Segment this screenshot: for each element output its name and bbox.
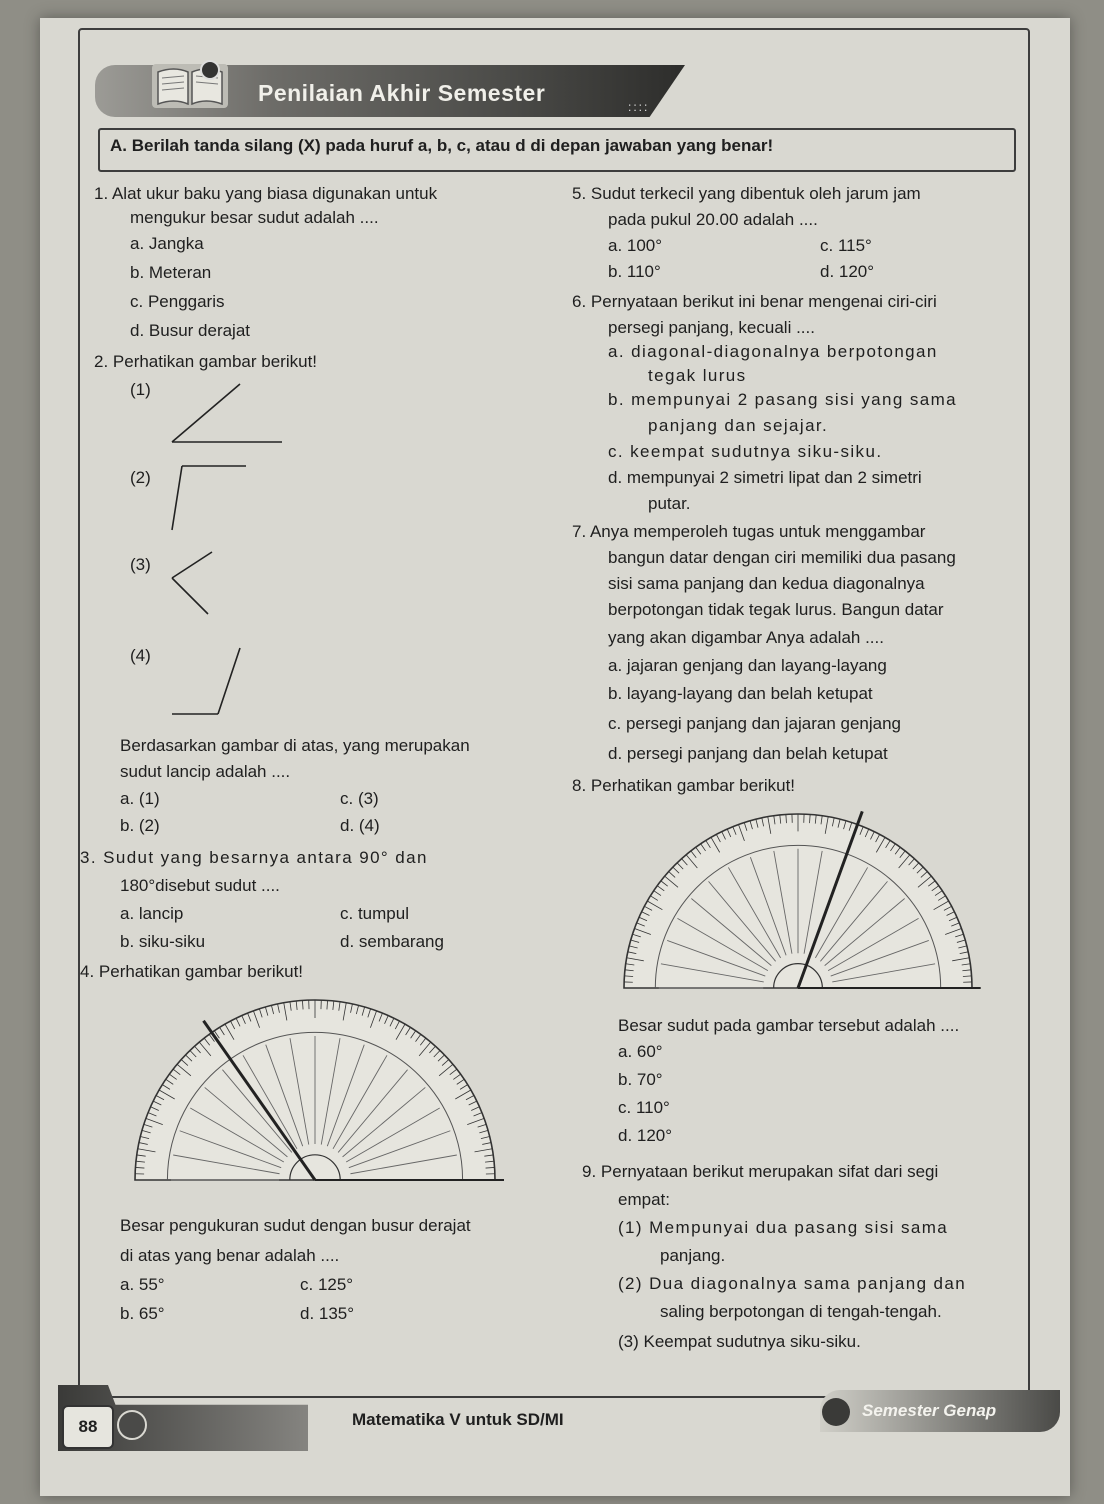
q8-option-b[interactable]: b. 70° [618, 1070, 663, 1089]
footer-book-title: Matematika V untuk SD/MI [352, 1410, 564, 1429]
q7-stem-1: 7. Anya memperoleh tugas untuk menggambar [572, 522, 926, 541]
q2-stem-1: 2. Perhatikan gambar berikut! [94, 352, 318, 371]
q6-option-a-1[interactable]: a. diagonal-diagonalnya berpotongan [608, 342, 938, 361]
q1-option-a[interactable]: a. Jangka [130, 234, 204, 253]
q3-option-a[interactable]: a. lancip [120, 904, 184, 923]
q8-stem-2: Besar sudut pada gambar tersebut adalah .... [618, 1016, 960, 1035]
q5-option-b[interactable]: b. 110° [608, 262, 661, 281]
q6-option-d-2[interactable]: putar. [648, 494, 691, 513]
q4-option-b[interactable]: b. 65° [120, 1304, 165, 1323]
q4-stem-1: 4. Perhatikan gambar berikut! [80, 962, 304, 981]
q2-option-b[interactable]: b. (2) [120, 816, 160, 835]
q2-fig3-label: (3) [130, 555, 151, 574]
q6-option-b-1[interactable]: b. mempunyai 2 pasang sisi yang sama [608, 390, 958, 409]
angle-3-figure [168, 548, 228, 618]
q8-stem-1: 8. Perhatikan gambar berikut! [572, 776, 796, 795]
q7-option-a[interactable]: a. jajaran genjang dan layang-layang [608, 656, 887, 675]
q3-option-d[interactable]: d. sembarang [340, 932, 444, 951]
q3-option-b[interactable]: b. siku-siku [120, 932, 206, 951]
q5-option-c[interactable]: c. 115° [820, 236, 872, 255]
q3-stem-1: 3. Sudut yang besarnya antara 90° dan [80, 848, 428, 867]
q7-option-b[interactable]: b. layang-layang dan belah ketupat [608, 684, 873, 703]
q2-fig4-label: (4) [130, 646, 151, 665]
q7-stem-2: bangun datar dengan ciri memiliki dua pasang [608, 548, 956, 567]
q7-stem-4: berpotongan tidak tegak lurus. Bangun datar [608, 600, 944, 619]
q9-statement-2a: (2) Dua diagonalnya sama panjang dan [618, 1274, 967, 1293]
q6-option-c[interactable]: c. keempat sudutnya siku-siku. [608, 442, 883, 461]
book-icon [150, 58, 230, 112]
q1-option-d[interactable]: d. Busur derajat [130, 321, 251, 340]
q8-option-a[interactable]: a. 60° [618, 1042, 663, 1061]
q4-option-a[interactable]: a. 55° [120, 1275, 165, 1294]
q4-option-d[interactable]: d. 135° [300, 1304, 355, 1323]
section-instruction: A. Berilah tanda silang (X) pada huruf a, b, c, atau d di depan jawaban yang benar! [110, 136, 774, 155]
q1-option-b[interactable]: b. Meteran [130, 263, 212, 282]
q2-option-a[interactable]: a. (1) [120, 789, 160, 808]
q1-stem-1: 1. Alat ukur baku yang biasa digunakan untuk [94, 184, 438, 203]
q8-option-d[interactable]: d. 120° [618, 1126, 673, 1145]
q1-stem-2: mengukur besar sudut adalah .... [130, 208, 379, 227]
q7-option-d[interactable]: d. persegi panjang dan belah ketupat [608, 744, 888, 763]
angle-4-figure [168, 644, 248, 720]
q2-option-d[interactable]: d. (4) [340, 816, 380, 835]
q9-stem-2: empat: [618, 1190, 670, 1209]
q6-stem-2: persegi panjang, kecuali .... [608, 318, 815, 337]
q2-fig1-label: (1) [130, 380, 151, 399]
q4-option-c[interactable]: c. 125° [300, 1275, 354, 1294]
angle-1-figure [170, 378, 290, 448]
q4-stem-2: Besar pengukuran sudut dengan busur derajat [120, 1216, 471, 1235]
q5-option-a[interactable]: a. 100° [608, 236, 663, 255]
q9-stem-1: 9. Pernyataan berikut merupakan sifat dari segi [582, 1162, 939, 1181]
q6-option-b-2[interactable]: panjang dan sejajar. [648, 416, 829, 435]
q9-statement-3: (3) Keempat sudutnya siku-siku. [618, 1332, 861, 1351]
q5-stem-1: 5. Sudut terkecil yang dibentuk oleh jarum jam [572, 184, 921, 203]
footer-semester: Semester Genap [862, 1401, 997, 1420]
header-dots: :::: [628, 100, 650, 114]
q9-statement-1b: panjang. [660, 1246, 726, 1265]
q1-option-c[interactable]: c. Penggaris [130, 292, 225, 311]
protractor-8-icon [610, 810, 1006, 1000]
q8-option-c[interactable]: c. 110° [618, 1098, 670, 1117]
header-title: Penilaian Akhir Semester [258, 80, 546, 106]
footer-circle-icon [117, 1410, 147, 1440]
q5-stem-2: pada pukul 20.00 adalah .... [608, 210, 818, 229]
footer-circle-right-icon [822, 1398, 850, 1426]
angle-2-figure [170, 462, 260, 534]
q2-stem-3: sudut lancip adalah .... [120, 762, 291, 781]
q6-option-a-2[interactable]: tegak lurus [648, 366, 747, 385]
q9-statement-2b: saling berpotongan di tengah-tengah. [660, 1302, 942, 1321]
page-number: 88 [62, 1405, 114, 1449]
q3-option-c[interactable]: c. tumpul [340, 904, 409, 923]
q2-stem-2: Berdasarkan gambar di atas, yang merupakan [120, 736, 470, 755]
q9-statement-1a: (1) Mempunyai dua pasang sisi sama [618, 1218, 949, 1237]
q3-stem-2: 180°disebut sudut .... [120, 876, 280, 895]
q6-stem-1: 6. Pernyataan berikut ini benar mengenai ciri-ciri [572, 292, 937, 311]
q2-option-c[interactable]: c. (3) [340, 789, 379, 808]
q4-stem-3: di atas yang benar adalah .... [120, 1246, 340, 1265]
q7-option-c[interactable]: c. persegi panjang dan jajaran genjang [608, 714, 902, 733]
q5-option-d[interactable]: d. 120° [820, 262, 875, 281]
q7-stem-5: yang akan digambar Anya adalah .... [608, 628, 884, 647]
q6-option-d-1[interactable]: d. mempunyai 2 simetri lipat dan 2 simetri [608, 468, 922, 487]
protractor-4-icon [110, 996, 530, 1194]
q7-stem-3: sisi sama panjang dan kedua diagonalnya [608, 574, 925, 593]
q2-fig2-label: (2) [130, 468, 151, 487]
